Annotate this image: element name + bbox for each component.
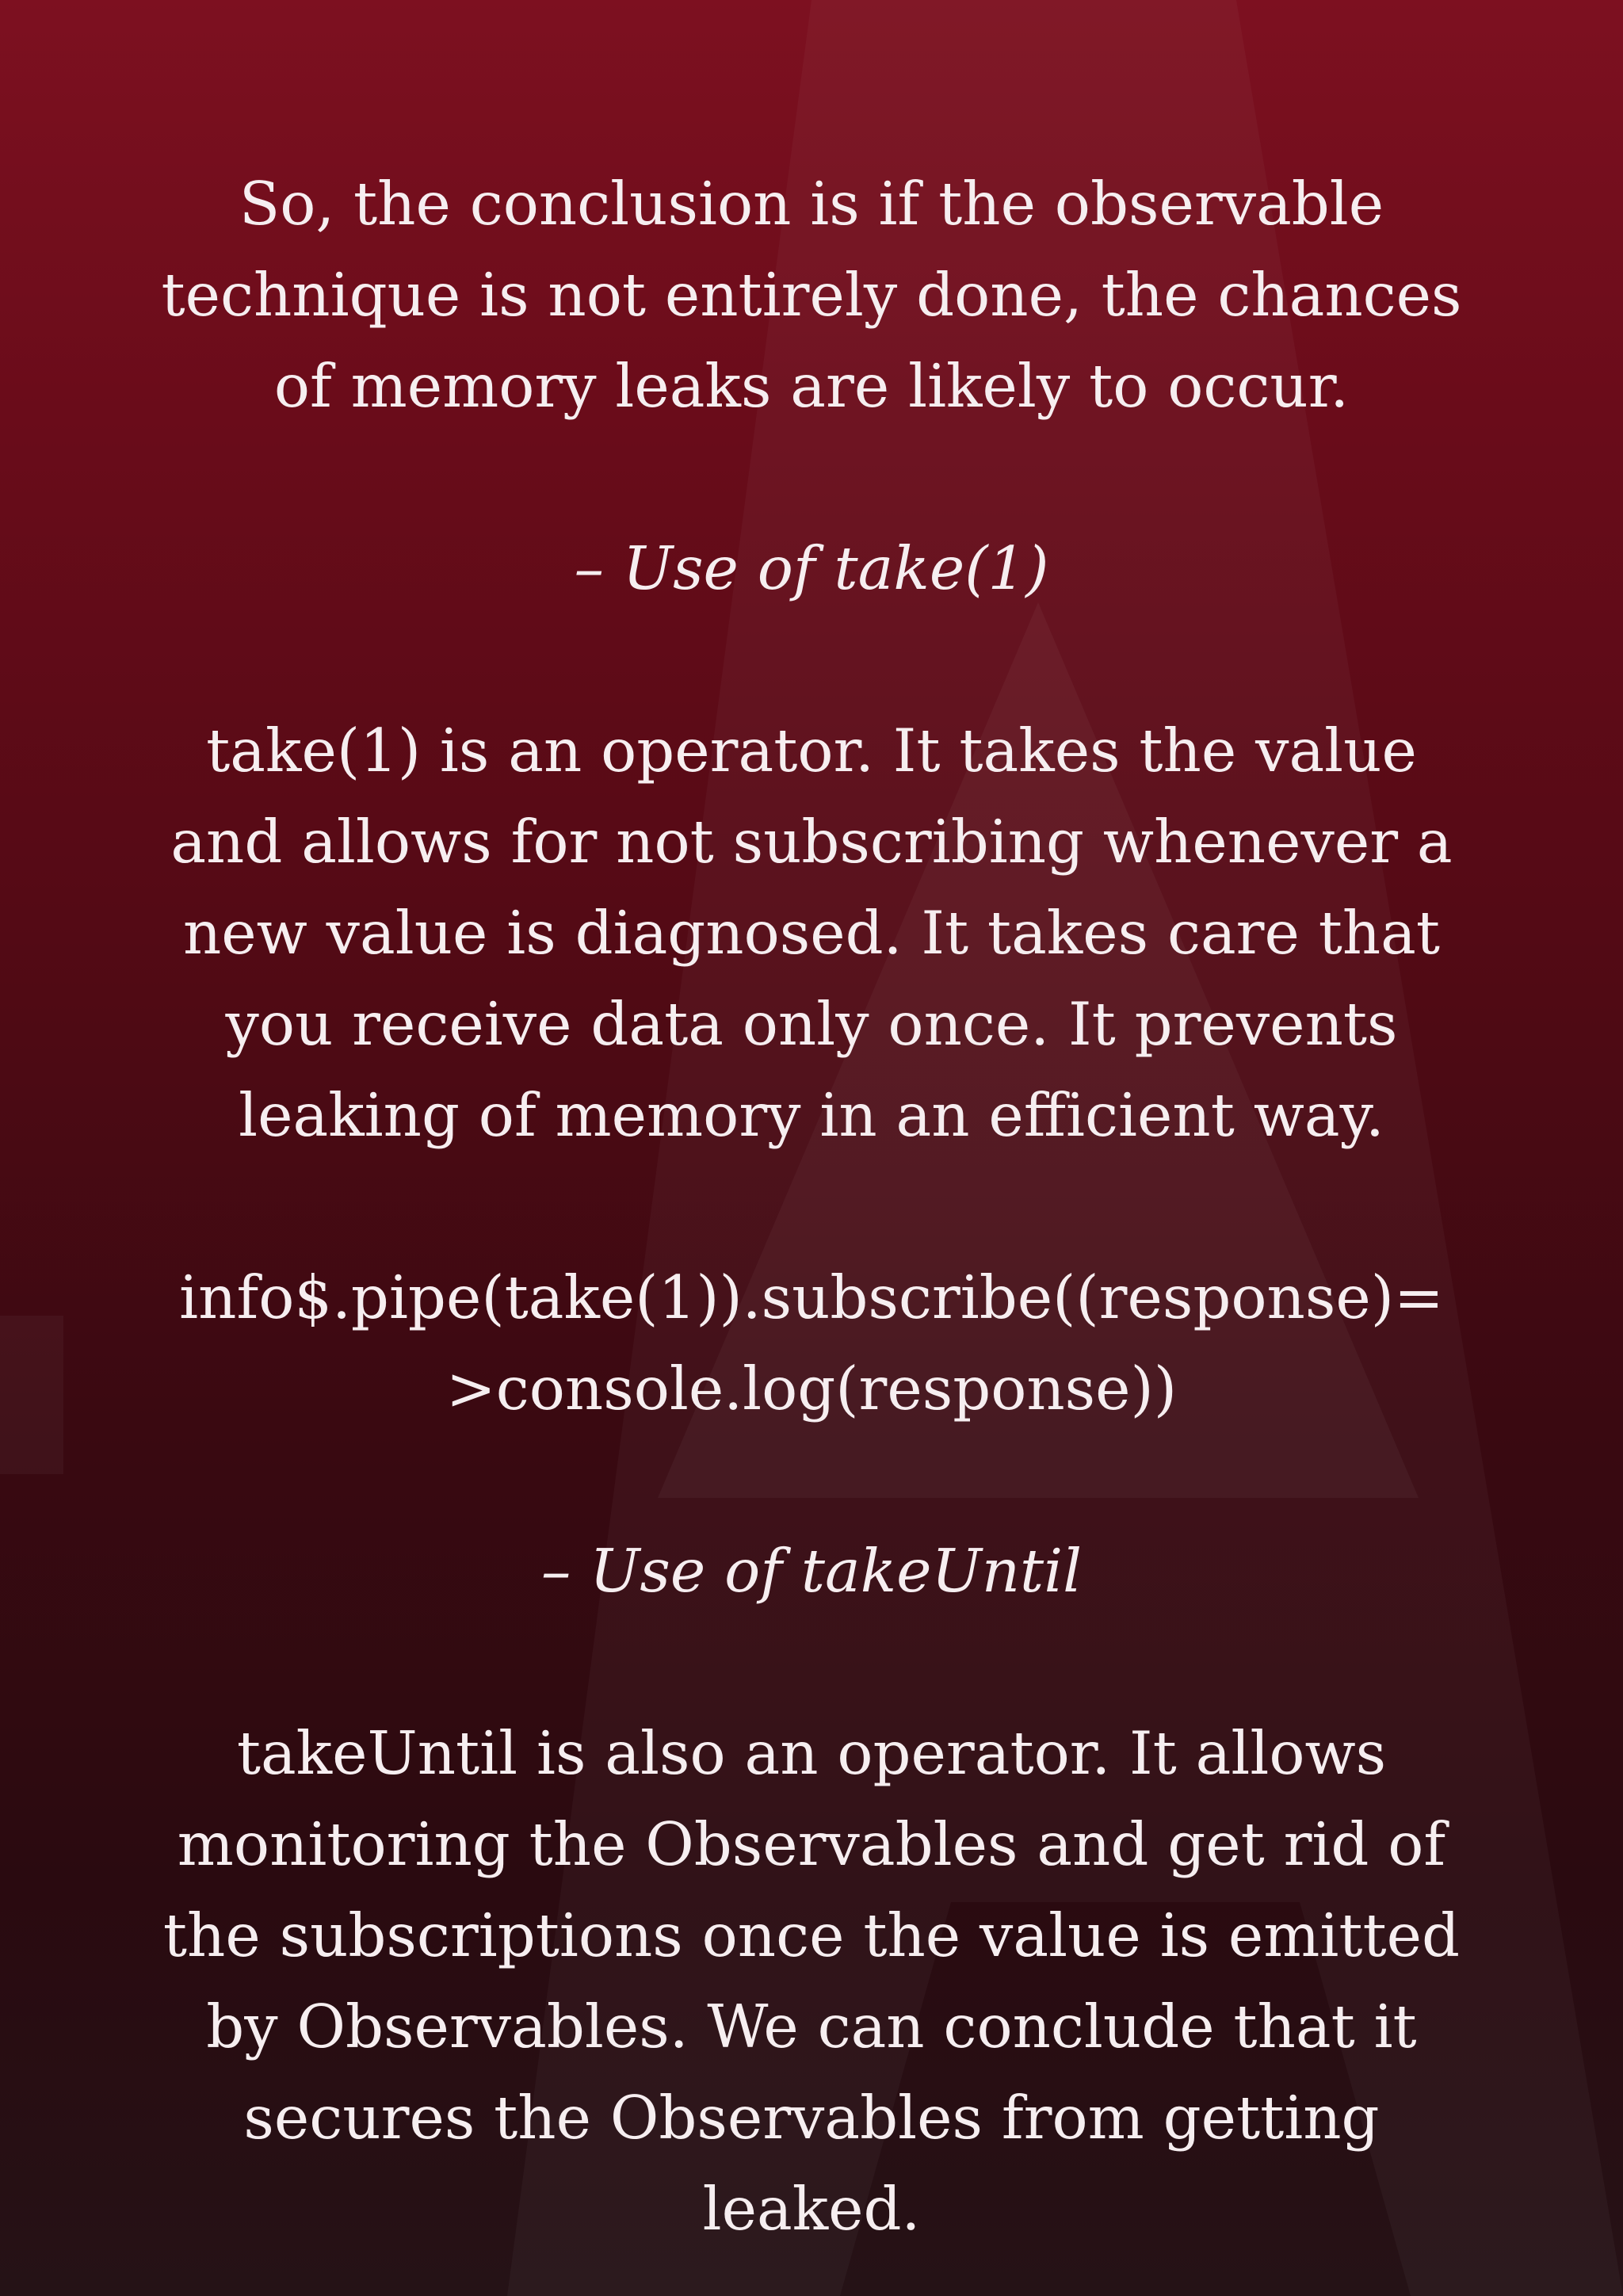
take1-heading: – Use of take(1)	[574, 533, 1049, 603]
takeuntil-heading: – Use of takeUntil	[540, 1536, 1083, 1606]
take1-code-snippet: info$.pipe(take(1)).subscribe((response)=>console.log(response))	[179, 1263, 1444, 1423]
conclusion-paragraph: So, the conclusion is if the observable technique is not entirely done, the chances of memory leaks are likely to occur.	[161, 169, 1462, 421]
article-body	[143, 159, 1480, 2255]
take1-description: take(1) is an operator. It takes the value and allows for not subscribing whenever a new value is diagnosed. It takes care that you receive data only once. It prevents leaking of memory in an efficient way.	[170, 716, 1453, 1150]
takeuntil-description: takeUntil is also an operator. It allows monitoring the Observables and get rid of the subscriptions once the value is emitted by Observables. We can conclude that it secures the Observables from getting leaked.	[162, 1718, 1461, 2244]
